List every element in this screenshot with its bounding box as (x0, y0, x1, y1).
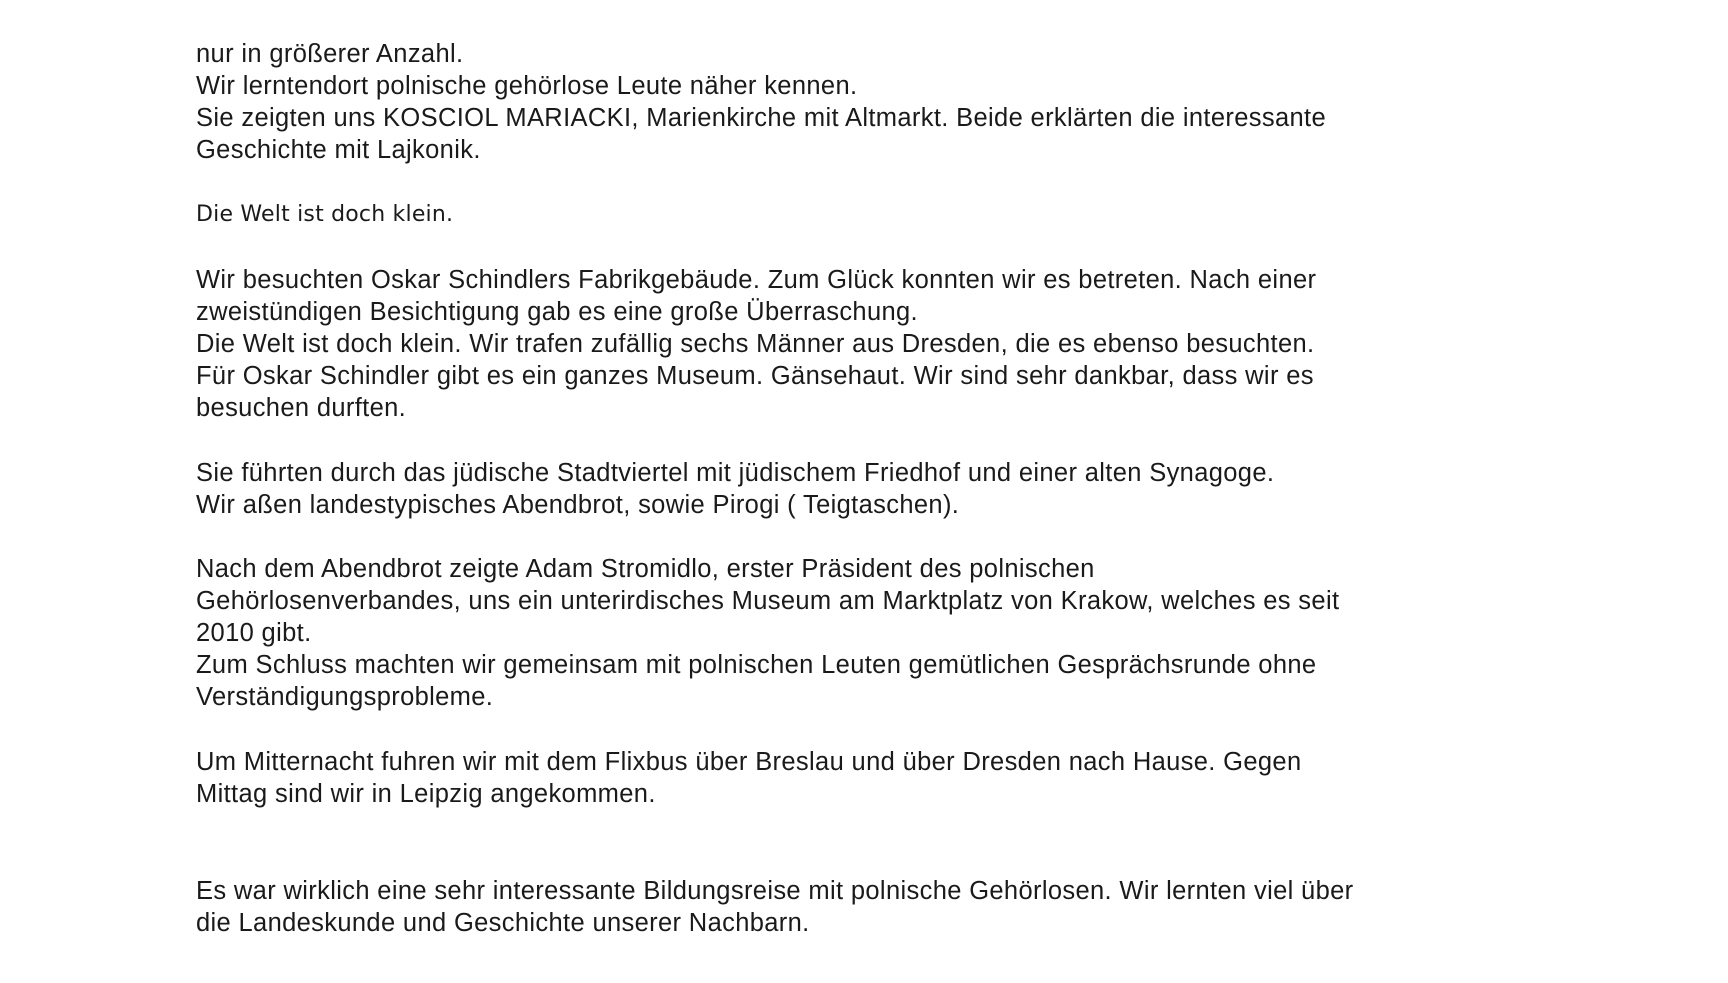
text-line: Die Welt ist doch klein. Wir trafen zufällig sechs Männer aus Dresden, die es ebenso besuchten. (196, 330, 1315, 358)
text-line: Verständigungsprobleme. (196, 683, 494, 711)
text-line: Für Oskar Schindler gibt es ein ganzes Museum. Gänsehaut. Wir sind sehr dankbar, dass wir es (196, 362, 1314, 390)
text-line: zweistündigen Besichtigung gab es eine große Überraschung. (196, 298, 918, 326)
paragraph-return-trip (196, 746, 1302, 810)
text-line: Wir lerntendort polnische gehörlose Leute näher kennen. (196, 72, 858, 100)
text-line: Es war wirklich eine sehr interessante Bildungsreise mit polnische Gehörlosen. Wir lernten viel über (196, 877, 1354, 905)
text-line: Gehörlosenverbandes, uns ein unterirdisches Museum am Marktplatz von Krakow, welches es seit (196, 587, 1340, 615)
text-line: die Landeskunde und Geschichte unserer Nachbarn. (196, 909, 810, 937)
text-line: Wir besuchten Oskar Schindlers Fabrikgebäude. Zum Glück konnten wir es betreten. Nach einer (196, 266, 1317, 294)
paragraph-museum (196, 553, 1339, 713)
text-line: nur in größerer Anzahl. (196, 40, 464, 68)
paragraph-schindler (196, 264, 1316, 424)
text-line: Wir aßen landestypisches Abendbrot, sowie Pirogi ( Teigtaschen). (196, 491, 960, 519)
text-line: Zum Schluss machten wir gemeinsam mit polnischen Leuten gemütlichen Gesprächsrunde ohne (196, 651, 1317, 679)
text-line: Sie zeigten uns KOSCIOL MARIACKI, Marienkirche mit Altmarkt. Beide erklärten die interessante (196, 104, 1326, 132)
text-line: Geschichte mit Lajkonik. (196, 136, 481, 164)
section-heading: Die Welt ist doch klein. (196, 202, 454, 227)
text-line: besuchen durften. (196, 394, 407, 422)
text-line: Nach dem Abendbrot zeigte Adam Stromidlo, erster Präsident des polnischen (196, 555, 1095, 583)
text-line: Um Mitternacht fuhren wir mit dem Flixbus über Breslau und über Dresden nach Hause. Gegen (196, 748, 1302, 776)
text-line: Mittag sind wir in Leipzig angekommen. (196, 780, 656, 808)
text-line: 2010 gibt. (196, 619, 312, 647)
paragraph-intro (196, 38, 1326, 166)
text-line: Sie führten durch das jüdische Stadtviertel mit jüdischem Friedhof und einer alten Synagoge. (196, 459, 1275, 487)
paragraph-conclusion (196, 875, 1354, 939)
paragraph-jewish-quarter (196, 457, 1274, 521)
